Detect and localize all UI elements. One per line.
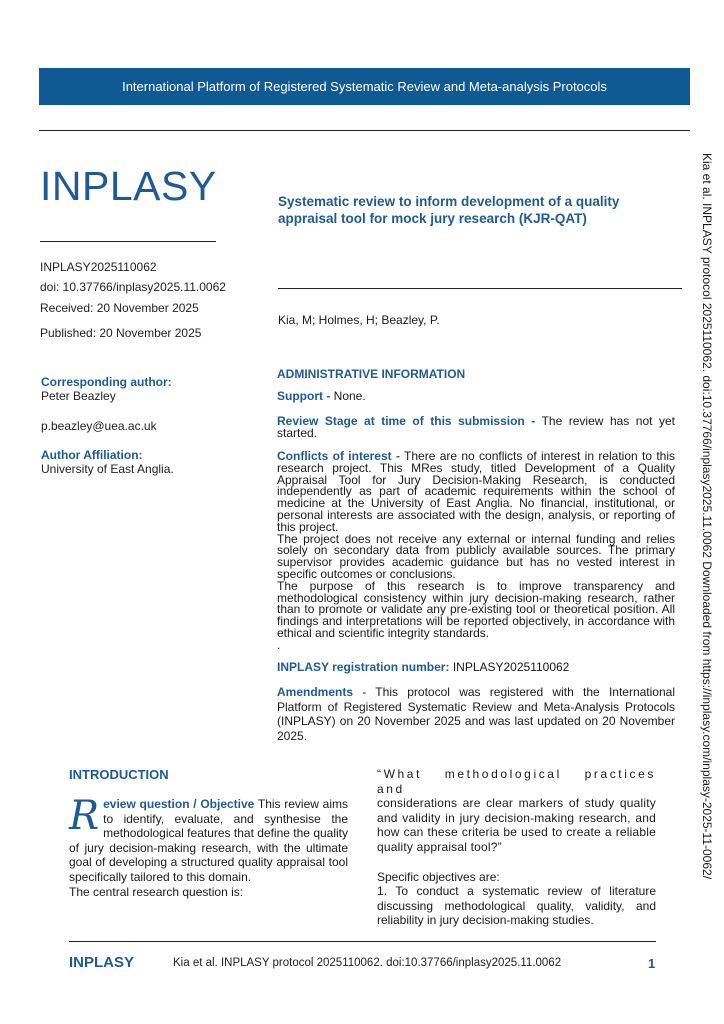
inplasy-logo: INPLASY (40, 163, 217, 209)
corresponding-author-name: Peter Beazley (41, 389, 116, 403)
page-number: 1 (648, 956, 656, 971)
introduction-heading: INTRODUCTION (69, 767, 169, 782)
conflicts-label: Conflicts of interest - (277, 449, 400, 463)
objective-1: 1. To conduct a systematic review of literature discussing methodological quality, validity, and reliability in jury decision-making studies. (377, 884, 656, 928)
affiliation-value: University of East Anglia. (41, 462, 174, 476)
review-question-text: This review aims to identify, evaluate, and synthesise the methodological features that define the quality of jury decision-making research, with the ultimate goal of developing a structured quality appraisal tool specifically tailored to this domain. (69, 797, 349, 884)
header-banner: International Platform of Registered Systematic Review and Meta-analysis Protocols (39, 68, 690, 105)
support-text: None. (330, 389, 366, 403)
registration-number-label: INPLASY registration number: (277, 660, 450, 674)
doi[interactable]: doi: 10.37766/inplasy2025.11.0062 (40, 280, 226, 294)
drop-cap: R (69, 793, 100, 839)
authors: Kia, M; Holmes, H; Beazley, P. (278, 313, 440, 327)
research-question-column (377, 767, 656, 928)
corresponding-author-email[interactable]: p.beazley@uea.ac.uk (41, 419, 157, 433)
footer-divider (69, 941, 656, 942)
admin-heading: ADMINISTRATIVE INFORMATION (277, 367, 466, 381)
registration-number-value: INPLASY2025110062 (449, 660, 570, 674)
amendments-section (277, 685, 675, 743)
header-divider (39, 130, 690, 131)
affiliation-label: Author Affiliation: (41, 448, 143, 462)
protocol-title: Systematic review to inform development of a quality appraisal tool for mock jury research (KJR-QAT) (278, 194, 620, 226)
conflicts-text: There are no conflicts of interest in relation to this research project. This MRes study, titled Development of a Quality Appraisal Tool for Jury Decision-Making Research, is conducted independently as part of academic requirements within the school of medicine at the University of East Anglia. No financial, institutional, or personal interests are associated with the design, analysis, or reporting of this project. (277, 449, 675, 534)
conflicts-dot: . (277, 637, 281, 652)
central-question-lead: The central research question is: (69, 884, 244, 899)
research-question-rest: considerations are clear markers of study quality and validity in jury decision-making research, and how can these criteria be used to create a reliable quality appraisal tool?” (377, 796, 656, 854)
support-section (277, 391, 675, 403)
review-stage-section (277, 416, 675, 440)
corresponding-author-label: Corresponding author: (41, 375, 172, 389)
download-watermark: Kia et al. INPLASY protocol 2025110062. doi:10.37766/inplasy2025.11.0062 Downloaded from https://inplasy.com/inplasy-2025-11-0062/ (700, 153, 714, 880)
introduction-body (69, 793, 349, 899)
registration-id: INPLASY2025110062 (40, 260, 157, 274)
conflicts-section (277, 451, 675, 652)
objectives-heading: Specific objectives are: (377, 869, 500, 884)
amendments-label: Amendments (277, 685, 354, 699)
review-question-label: eview question / Objective (103, 797, 255, 811)
support-label: Support - (277, 389, 331, 403)
conflicts-funding: The project does not receive any external or internal funding and relies solely on secondary data from publicly available sources. The primary supervisor provides academic guidance but has no vested interest in specific outcomes or conclusions. (277, 531, 675, 581)
title-divider (278, 288, 682, 289)
received-date: Received: 20 November 2025 (40, 301, 199, 315)
published-date: Published: 20 November 2025 (40, 326, 202, 340)
logo-divider (40, 241, 216, 242)
research-question-first-line: “What methodological practices and (377, 767, 656, 796)
footer-citation: Kia et al. INPLASY protocol 2025110062. doi:10.37766/inplasy2025.11.0062 (173, 957, 562, 969)
conflicts-purpose: The purpose of this research is to improve transparency and methodological consistency within jury decision-making research, rather than to promote or validate any pre-existing tool or theoretical position. All findings and interpretations will be reported objectively, in accordance with ethical and scientific integrity standards. (277, 578, 675, 640)
review-stage-label: Review Stage at time of this submission - (277, 414, 536, 428)
amendments-text: - This protocol was registered with the International Platform of Registered Systematic Review and Meta-Analysis Protocols (INPLASY) on 20 November 2025 and was last updated on 20 November 2025. (277, 685, 675, 743)
review-stage-text: The review has not yet started. (277, 414, 675, 440)
registration-number-section (277, 662, 675, 674)
footer-logo: INPLASY (69, 954, 135, 971)
